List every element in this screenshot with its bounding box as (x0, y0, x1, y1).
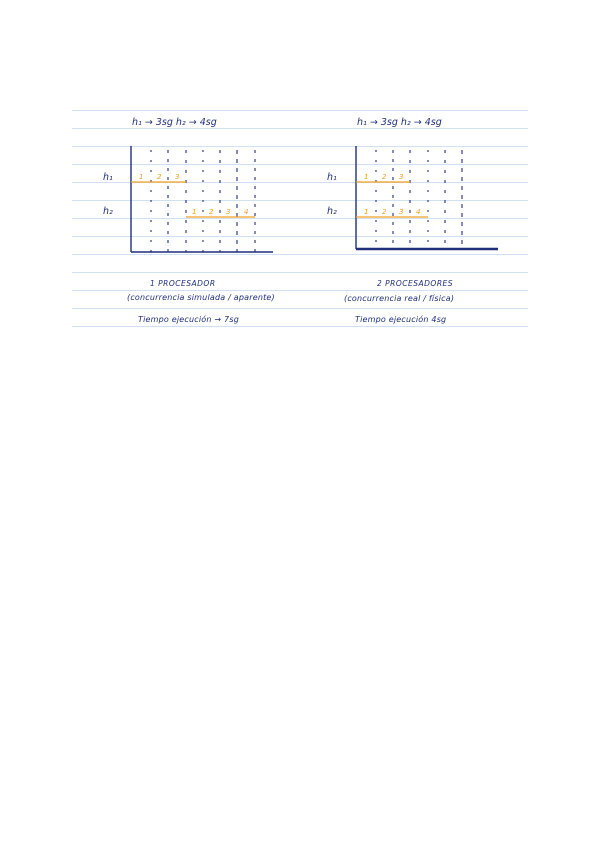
ruled-line (72, 326, 528, 327)
left-caption-title: 1 PROCESADOR (150, 279, 216, 288)
left-h2-mark: 1 (192, 208, 197, 216)
left-h2-mark: 3 (226, 208, 231, 216)
left-h2-mark: 4 (244, 208, 249, 216)
right-h2-mark: 3 (399, 208, 404, 216)
right-h2-mark: 2 (382, 208, 387, 216)
left-row2-label: h₂ (103, 206, 113, 217)
right-h2-mark: 4 (416, 208, 421, 216)
right-caption-time: Tiempo ejecución 4sg (355, 315, 447, 324)
right-h1-mark: 1 (364, 173, 369, 181)
left-row1-label: h₁ (103, 172, 113, 183)
right-timeline-diagram (0, 0, 600, 300)
left-h1-mark: 2 (157, 173, 162, 181)
left-caption-time: Tiempo ejecución → 7sg (138, 315, 239, 324)
right-row2-label: h₂ (327, 206, 337, 217)
ruled-line (72, 308, 528, 309)
left-caption-subtitle: (concurrencia simulada / aparente) (127, 293, 275, 302)
left-h2-mark: 2 (209, 208, 214, 216)
right-h1-mark: 2 (382, 173, 387, 181)
right-caption-subtitle: (concurrencia real / física) (344, 294, 455, 303)
left-h1-mark: 1 (139, 173, 144, 181)
left-header: h₁ → 3sg h₂ → 4sg (132, 117, 217, 128)
right-caption-title: 2 PROCESADORES (377, 279, 454, 288)
right-row1-label: h₁ (327, 172, 337, 183)
right-h2-mark: 1 (364, 208, 369, 216)
right-h1-mark: 3 (399, 173, 404, 181)
left-h1-mark: 3 (175, 173, 180, 181)
right-header: h₁ → 3sg h₂ → 4sg (357, 117, 442, 128)
